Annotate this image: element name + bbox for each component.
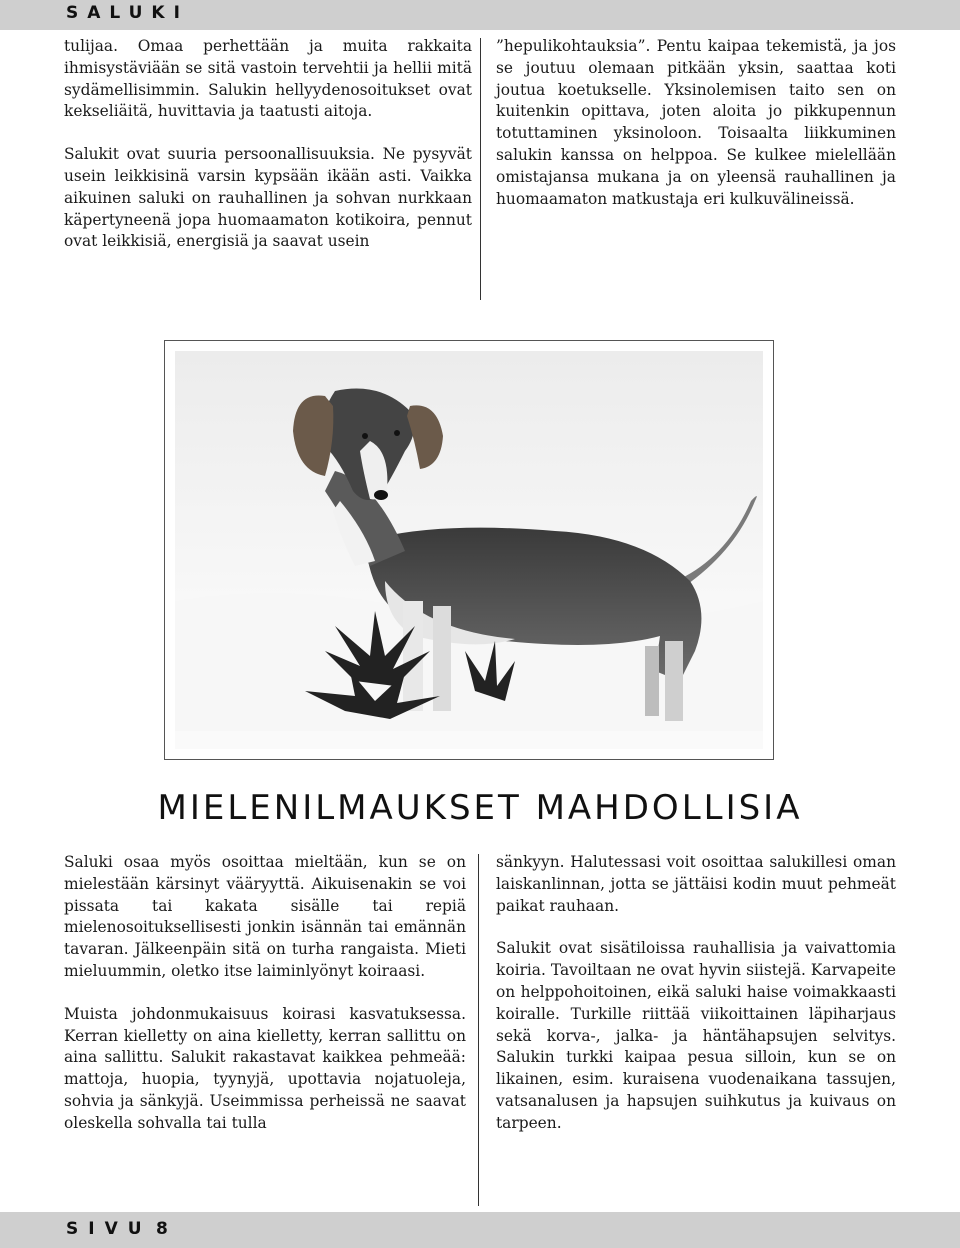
paragraph: Muista johdonmukaisuus koirasi kasvatuksessa. Kerran kielletty on aina kielletty, kerran sallittu on aina sallittu. Salukit rakastavat kaikkea pehmeää: mattoja, huopia, tyynyjä, upottavia nojatuoleja, sohvia ja sänkyjä. Useimmissa perheissä ne saavat oleskella sohvalla tai tulla xyxy=(64,1004,466,1132)
section-heading: MIELENILMAUKSET MAHDOLLISIA xyxy=(157,788,803,828)
column-divider xyxy=(478,854,479,1206)
footer-page-label: SIVU xyxy=(66,1219,152,1239)
bottom-right-column xyxy=(496,852,896,1135)
photo-frame xyxy=(164,340,774,760)
page-number: 8 xyxy=(156,1219,168,1239)
paragraph: Saluki osaa myös osoittaa mieltään, kun se on mielestään kärsinyt vääryyttä. Aikuisenakin se voi pissata tai kakata sisälle tai repiä mielenosoituksellisesti jonkin isännän tai emännän tavaran. Jälkeenpäin sitä on turha rangaista. Mieti mieluummin, oletko itse laiminlyönyt koiraasi. xyxy=(64,853,466,980)
column-divider xyxy=(480,38,481,300)
top-right-column xyxy=(496,36,896,210)
bottom-left-column xyxy=(64,852,466,1135)
paragraph: Salukit ovat sisätiloissa rauhallisia ja vaivattomia koiria. Tavoiltaan ne ovat hyvin siistejä. Karvapeite on helppohoitoinen, eikä saluki haise voimakkaasti koiralle. Turkille riittää viikoittainen läpiharjaus sekä korva-, jalka- ja häntähapsujen selvitys. Salukin turkki kaipaa pesua silloin, kun se on likainen, esim. kuraisena vuodenaikana tassujen, vatsanalusen ja hapsujen suihkutus ja kuivaus on tarpeen. xyxy=(496,939,896,1132)
top-left-column xyxy=(64,36,472,253)
saluki-in-snow-image xyxy=(175,351,763,749)
saluki-photo xyxy=(175,351,763,749)
paragraph: ”hepulikohtauksia”. Pentu kaipaa tekemistä, ja jos se joutuu olemaan pitkään yksin, saattaa koti joutua koetukselle. Yksinolemisen taito sen on kuitenkin opittava, joten aloita jo pikkupennun totuttaminen yksinoloon. Toisaalta liikkuminen salukin kanssa on helppoa. Se kulkee mielellään omistajansa mukana ja on yleensä rauhallinen ja huomaamaton matkustaja eri kulkuvälineissä. xyxy=(496,37,896,208)
paragraph: tulijaa. Omaa perhettään ja muita rakkaita ihmisystäviään se sitä vastoin tervehtii ja hellii mitä sydämellisimmin. Salukin hellyydenosoitukset ovat kekseliäitä, huvittavia ja taatusti aitoja. xyxy=(64,37,472,121)
paragraph: Salukit ovat suuria persoonallisuuksia. Ne pysyvät usein leikkisinä varsin kypsään ikään asti. Vaikka aikuinen saluki on rauhallinen ja sohvan nurkkaan käpertyneenä jopa huomaamaton kotikoira, pennut ovat leikkisiä, energisiä ja saavat usein xyxy=(64,145,472,251)
paragraph: sänkyyn. Halutessasi voit osoittaa salukillesi oman laiskanlinnan, jotta se jättäisi kodin muut pehmeät paikat rauhaan. xyxy=(496,853,896,915)
running-header-title: SALUKI xyxy=(66,3,189,23)
